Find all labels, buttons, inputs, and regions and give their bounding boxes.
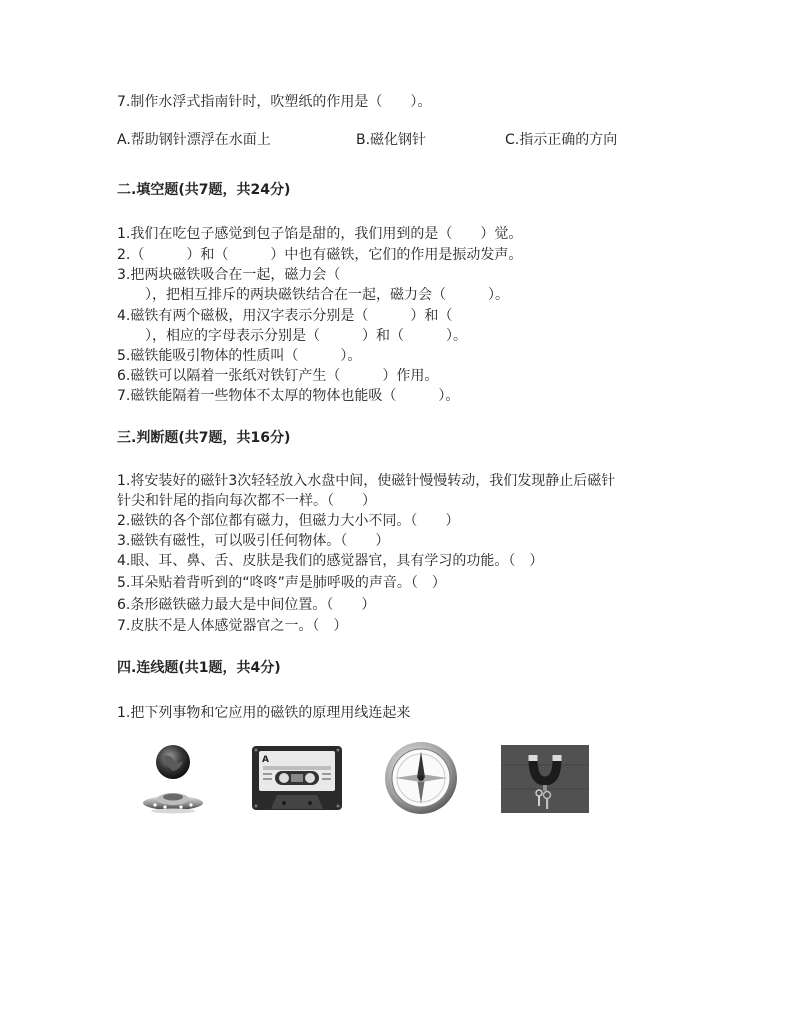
magnet-keys-picture [501, 745, 589, 813]
section2-line-3: 3.把两块磁铁吸合在一起，磁力会（ [117, 267, 341, 283]
maglev-globe-picture [137, 743, 209, 815]
section3-line-4: 3.磁铁有磁性，可以吸引任何物体。（ ） [117, 533, 390, 549]
section3-line-5: 4.眼、耳、鼻、舌、皮肤是我们的感觉器官，具有学习的功能。（ ） [117, 553, 544, 569]
section4-instruction: 1.把下列事物和它应用的磁铁的原理用线连起来 [117, 705, 411, 721]
section2-line-2: 2.（ ）和（ ）中也有磁铁，它们的作用是振动发声。 [117, 247, 523, 263]
section3-line-6: 5.耳朵贴着背听到的“咚咚”声是肺呼吸的声音。（ ） [117, 575, 446, 591]
section2-line-5: 4.磁铁有两个磁极，用汉字表示分别是（ ）和（ [117, 308, 453, 324]
section3-line-8: 7.皮肤不是人体感觉器官之一。（ ） [117, 618, 348, 634]
section3-line-1: 1.将安装好的磁针3次轻轻放入水盘中间，使磁针慢慢转动，我们发现静止后磁针 [117, 473, 616, 489]
section3-line-3: 2.磁铁的各个部位都有磁力，但磁力大小不同。（ ） [117, 513, 460, 529]
q7-option-a: A.帮助钢针漂浮在水面上 [117, 132, 271, 148]
section2-line-6: ），相应的字母表示分别是（ ）和（ ）。 [117, 328, 467, 344]
section3-line-7: 6.条形磁铁磁力最大是中间位置。（ ） [117, 597, 376, 613]
q7-option-c: C.指示正确的方向 [505, 132, 618, 148]
cassette-side-letter: A [262, 755, 269, 765]
section2-title: 二.填空题(共7题，共24分) [117, 182, 291, 198]
section2-line-7: 5.磁铁能吸引物体的性质叫（ ）。 [117, 348, 362, 364]
cassette-tape-picture [251, 745, 343, 811]
section2-line-4: ），把相互排斥的两块磁铁结合在一起，磁力会（ ）。 [117, 287, 509, 303]
section3-line-2: 针尖和针尾的指向每次都不一样。（ ） [117, 493, 376, 509]
section2-line-9: 7.磁铁能隔着一些物体不太厚的物体也能吸（ ）。 [117, 388, 460, 404]
section2-line-1: 1.我们在吃包子感觉到包子馅是甜的，我们用到的是（ ）觉。 [117, 226, 523, 242]
compass-picture [383, 740, 459, 816]
section3-title: 三.判断题(共7题，共16分) [117, 430, 291, 446]
q7-stem: 7.制作水浮式指南针时，吹塑纸的作用是（ ）。 [117, 94, 432, 110]
section4-title: 四.连线题(共1题，共4分) [117, 660, 281, 676]
q7-option-b: B.磁化钢针 [356, 132, 427, 148]
section2-line-8: 6.磁铁可以隔着一张纸对铁钉产生（ ）作用。 [117, 368, 439, 384]
